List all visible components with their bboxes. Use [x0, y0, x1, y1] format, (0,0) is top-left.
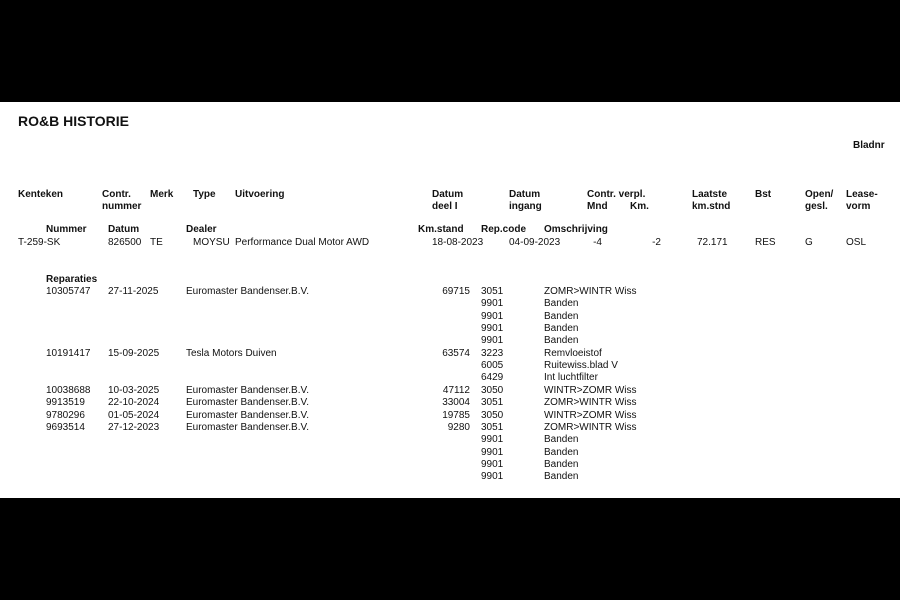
repair-nummer: 10191417: [46, 347, 91, 359]
reparaties-heading: Reparaties: [46, 274, 98, 285]
header-nummer: Nummer: [46, 224, 87, 235]
repair-nummer: 10305747: [46, 286, 91, 297]
repair-description: Banden: [544, 434, 579, 446]
header-ingang: ingang: [509, 201, 542, 212]
repair-code: 3051: [481, 286, 504, 297]
repair-nummer: 9913519: [46, 397, 85, 409]
header-datum-deel: Datum: [432, 189, 464, 200]
repair-code: 9901: [481, 335, 504, 347]
header-kenteken: Kenteken: [18, 189, 64, 200]
repair-dealer: Tesla Motors Duiven: [186, 347, 277, 359]
repair-datum: 27-12-2023: [108, 421, 160, 433]
repair-dealer: Euromaster Bandenser.B.V.: [186, 409, 310, 421]
repair-nummer: 9693514: [46, 421, 85, 433]
repair-description: ZOMR>WINTR Wiss: [544, 397, 637, 409]
header-lease: Lease-: [846, 189, 878, 200]
repair-description: Banden: [544, 298, 579, 310]
vehicle-datum-ingang: 04-09-2023: [509, 237, 561, 248]
repair-dealer: Euromaster Bandenser.B.V.: [186, 286, 310, 297]
repair-code: 9901: [481, 471, 504, 483]
vehicle-open: G: [805, 237, 813, 248]
repair-code: 9901: [481, 446, 504, 458]
header-km-stnd: km.stnd: [692, 201, 731, 212]
page-number-label: Bladnr: [853, 140, 885, 151]
header-repcode: Rep.code: [481, 224, 527, 235]
vehicle-uitvoering: Performance Dual Motor AWD: [235, 237, 370, 248]
repair-nummer: 10038688: [46, 384, 91, 396]
header-km: Km.: [630, 201, 649, 212]
repair-datum: 01-05-2024: [108, 409, 160, 421]
vehicle-lease: OSL: [846, 237, 867, 248]
vehicle-bst: RES: [755, 237, 776, 248]
repair-datum: 15-09-2025: [108, 347, 160, 359]
document-page: [0, 102, 900, 498]
repair-code: 3050: [481, 384, 504, 396]
repair-dealer: Euromaster Bandenser.B.V.: [186, 384, 310, 396]
repair-description: Banden: [544, 310, 579, 322]
header-deel-i: deel I: [432, 201, 458, 212]
repair-description: Int luchtfilter: [544, 372, 598, 384]
repair-kmstand: 19785: [442, 409, 470, 421]
repair-code: 6429: [481, 372, 504, 384]
repair-nummer: 9780296: [46, 409, 85, 421]
repair-description: Banden: [544, 323, 579, 335]
header-dealer: Dealer: [186, 224, 217, 235]
repair-code: 3050: [481, 409, 504, 421]
repair-code: 9901: [481, 458, 504, 470]
vehicle-contract: 826500: [108, 237, 142, 248]
vehicle-laatste-km: 72.171: [697, 237, 728, 248]
repair-description: Banden: [544, 471, 579, 483]
header-contr-verpl: Contr. verpl.: [587, 189, 646, 200]
header-datum-ingang: Datum: [509, 189, 541, 200]
repair-description: ZOMR>WINTR Wiss: [544, 421, 637, 433]
repair-description: ZOMR>WINTR Wiss: [544, 286, 637, 297]
repair-dealer: Euromaster Bandenser.B.V.: [186, 397, 310, 409]
header-vorm: vorm: [846, 201, 871, 212]
repair-description: Banden: [544, 446, 579, 458]
vehicle-type: MOYSU: [193, 237, 230, 248]
header-omschrijving: Omschrijving: [544, 224, 608, 235]
vehicle-kenteken: T-259-SK: [18, 237, 61, 248]
repair-code: 3051: [481, 421, 504, 433]
repair-code: 3051: [481, 397, 504, 409]
repair-code: 9901: [481, 310, 504, 322]
header-mnd: Mnd: [587, 201, 608, 212]
page-title: RO&B HISTORIE: [18, 113, 129, 129]
repair-datum: 10-03-2025: [108, 384, 160, 396]
header-open: Open/: [805, 189, 834, 200]
header-merk: Merk: [150, 189, 174, 200]
vehicle-km: -2: [652, 237, 661, 248]
repair-dealer: Euromaster Bandenser.B.V.: [186, 421, 310, 433]
header-uitvoering: Uitvoering: [235, 189, 285, 200]
repair-code: 9901: [481, 323, 504, 335]
header-bst: Bst: [755, 189, 772, 200]
repair-kmstand: 69715: [442, 286, 470, 297]
vehicle-mnd: -4: [593, 237, 602, 248]
repair-kmstand: 63574: [442, 347, 470, 359]
repair-kmstand: 47112: [442, 384, 470, 396]
header-contr-nummer: nummer: [102, 201, 142, 212]
repair-code: 9901: [481, 434, 504, 446]
repair-datum: 22-10-2024: [108, 397, 160, 409]
repair-datum: 27-11-2025: [108, 286, 159, 297]
repair-description: Banden: [544, 335, 579, 347]
repair-description: Banden: [544, 458, 579, 470]
repair-kmstand: 9280: [447, 421, 470, 433]
header-gesl: gesl.: [805, 201, 828, 212]
repair-code: 6005: [481, 360, 504, 372]
header-kmstand: Km.stand: [418, 224, 464, 235]
header-datum: Datum: [108, 224, 140, 235]
vehicle-datum-deel: 18-08-2023: [432, 237, 484, 248]
repair-description: Remvloeistof: [544, 347, 602, 359]
repair-code: 3223: [481, 347, 504, 359]
repair-description: Ruitewiss.blad V: [544, 360, 618, 372]
header-contr: Contr.: [102, 189, 131, 200]
repair-code: 9901: [481, 298, 504, 310]
header-type: Type: [193, 189, 216, 200]
repair-description: WINTR>ZOMR Wiss: [544, 384, 637, 396]
repair-kmstand: 33004: [442, 397, 470, 409]
vehicle-merk: TE: [150, 237, 163, 248]
header-laatste: Laatste: [692, 189, 728, 200]
repair-description: WINTR>ZOMR Wiss: [544, 409, 637, 421]
